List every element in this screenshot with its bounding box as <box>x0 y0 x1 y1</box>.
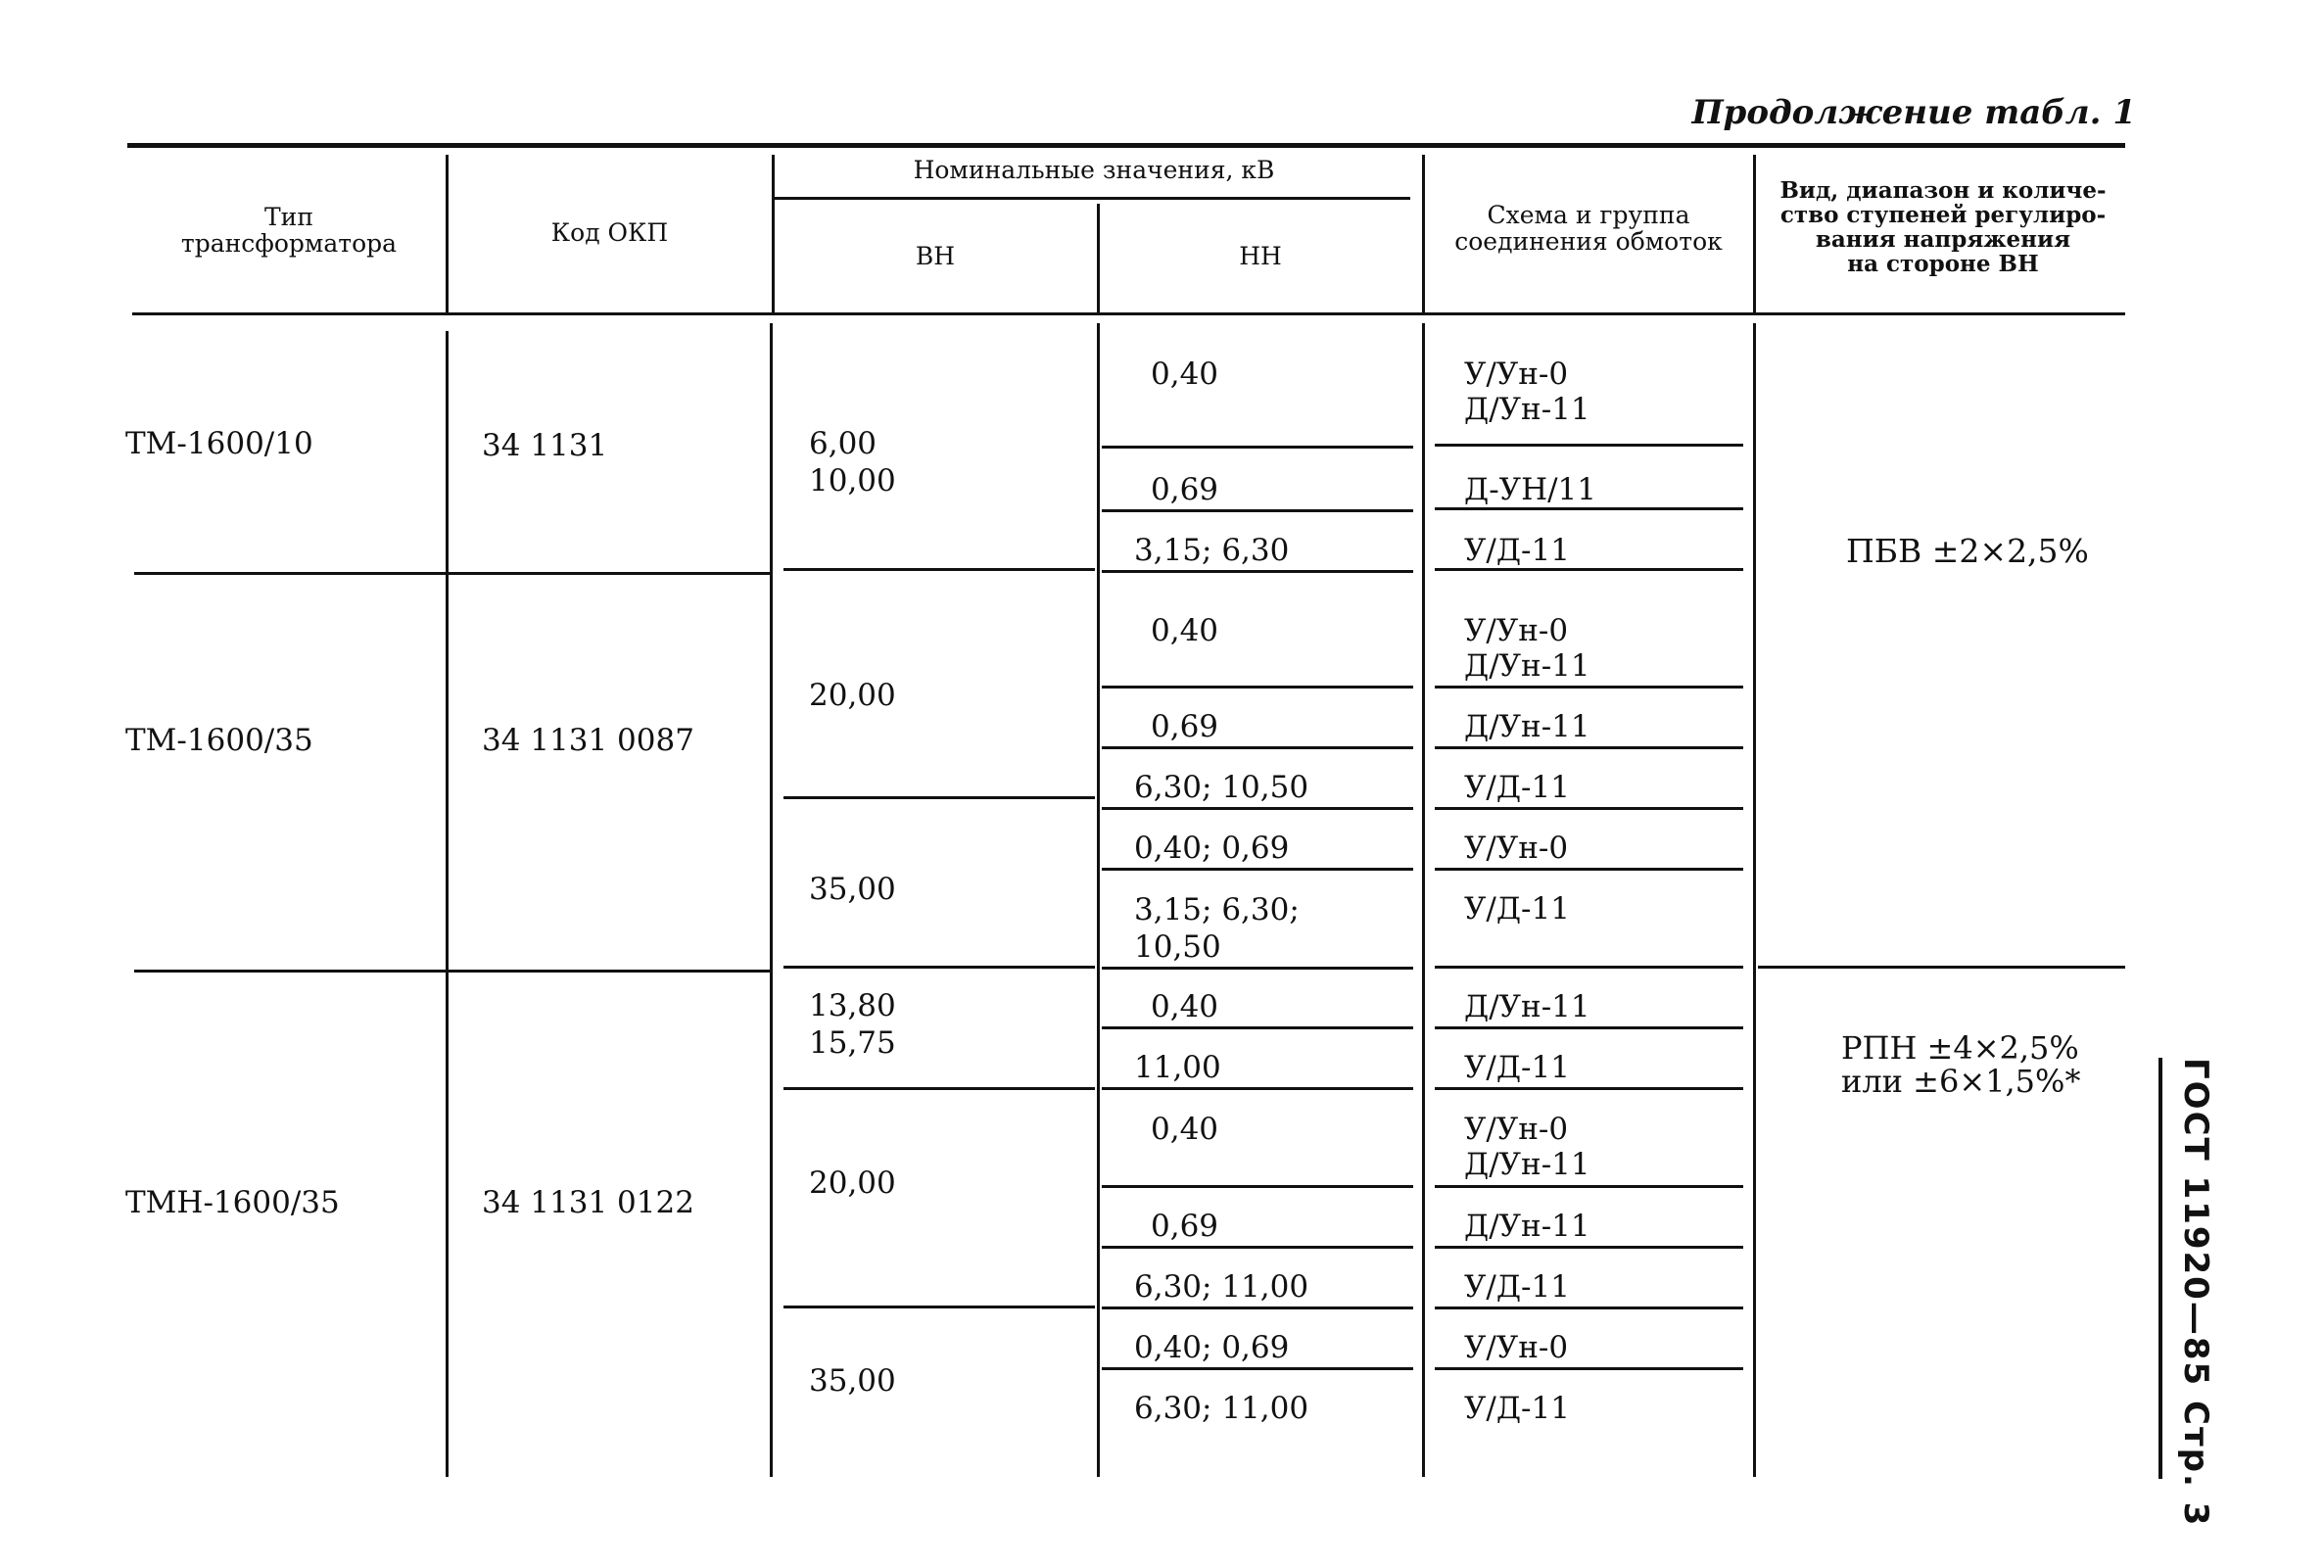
type-cell-3: ТМН-1600/35 <box>125 1185 340 1220</box>
nn-cell: 0,40 <box>1151 613 1219 648</box>
scheme-cell: У/Д-11 <box>1464 891 1570 927</box>
table-caption: Продолжение табл. 1 <box>1691 93 2136 132</box>
nn-cell: 6,30; 11,00 <box>1134 1269 1309 1305</box>
nn-cell: 0,69 <box>1151 1209 1219 1244</box>
header-scheme: Схема и группа соединения обмоток <box>1454 201 1723 256</box>
vn-cell: 13,80 15,75 <box>809 988 896 1061</box>
scheme-cell: У/Ун-0 Д/Ун-11 <box>1464 613 1590 684</box>
header-code: Код ОКП <box>550 218 669 247</box>
regulation-cell-pbv: ПБВ ±2×2,5% <box>1846 532 2089 570</box>
nn-cell: 6,30; 11,00 <box>1134 1391 1309 1426</box>
vn-cell: 20,00 <box>809 1165 896 1201</box>
nn-cell: 0,40 <box>1151 989 1219 1024</box>
side-label: ГОСТ 11920—85 Стр. 3 <box>2176 1058 2215 1528</box>
scheme-cell: У/Ун-0 Д/Ун-11 <box>1464 1112 1590 1182</box>
vn-cell: 6,00 10,00 <box>809 426 896 499</box>
vn-cell: 20,00 <box>809 678 896 713</box>
side-rule <box>2158 1058 2162 1479</box>
nn-cell: 0,40; 0,69 <box>1134 1330 1290 1365</box>
nn-cell: 3,15; 6,30 <box>1134 533 1290 568</box>
header-vn: ВН <box>915 242 956 270</box>
scheme-cell: У/Д-11 <box>1464 1050 1570 1085</box>
header-nn: НН <box>1239 242 1282 270</box>
header-nominal: Номинальные значения, кВ <box>913 156 1275 184</box>
scheme-cell: У/Ун-0 <box>1464 831 1569 866</box>
scheme-cell: У/Д-11 <box>1464 770 1570 805</box>
scheme-cell: Д/Ун-11 <box>1464 989 1590 1024</box>
nn-cell: 0,69 <box>1151 472 1219 507</box>
vn-cell: 35,00 <box>809 1363 896 1399</box>
scheme-cell: Д-УН/11 <box>1464 472 1597 507</box>
scheme-cell: У/Д-11 <box>1464 1269 1570 1305</box>
nn-cell: 0,40; 0,69 <box>1134 831 1290 866</box>
nn-cell: 0,69 <box>1151 709 1219 744</box>
scheme-cell: У/Ун-0 Д/Ун-11 <box>1464 356 1590 427</box>
code-cell-2: 34 1131 0087 <box>482 723 694 758</box>
code-cell-1: 34 1131 <box>482 428 608 463</box>
nn-cell: 0,40 <box>1151 1112 1219 1147</box>
scheme-cell: У/Ун-0 <box>1464 1330 1569 1365</box>
scheme-cell: Д/Ун-11 <box>1464 1209 1590 1244</box>
nn-cell: 11,00 <box>1134 1050 1221 1085</box>
type-cell-2: ТМ-1600/35 <box>125 723 313 758</box>
header-type: Тип трансформатора <box>180 203 398 258</box>
scheme-cell: У/Д-11 <box>1464 533 1570 568</box>
code-cell-3: 34 1131 0122 <box>482 1185 694 1220</box>
vn-cell: 35,00 <box>809 872 896 907</box>
header-regulation: Вид, диапазон и количе- ство ступеней регулиро- вания напряжения на стороне ВН <box>1779 177 2107 277</box>
regulation-cell-rpn: РПН ±4×2,5% или ±6×1,5%* <box>1841 1029 2081 1100</box>
type-cell-1: ТМ-1600/10 <box>125 426 313 461</box>
scheme-cell: У/Д-11 <box>1464 1391 1570 1426</box>
nn-cell: 3,15; 6,30; 10,50 <box>1134 892 1300 965</box>
nn-cell: 0,40 <box>1151 356 1219 392</box>
nn-cell: 6,30; 10,50 <box>1134 770 1309 805</box>
scheme-cell: Д/Ун-11 <box>1464 709 1590 744</box>
